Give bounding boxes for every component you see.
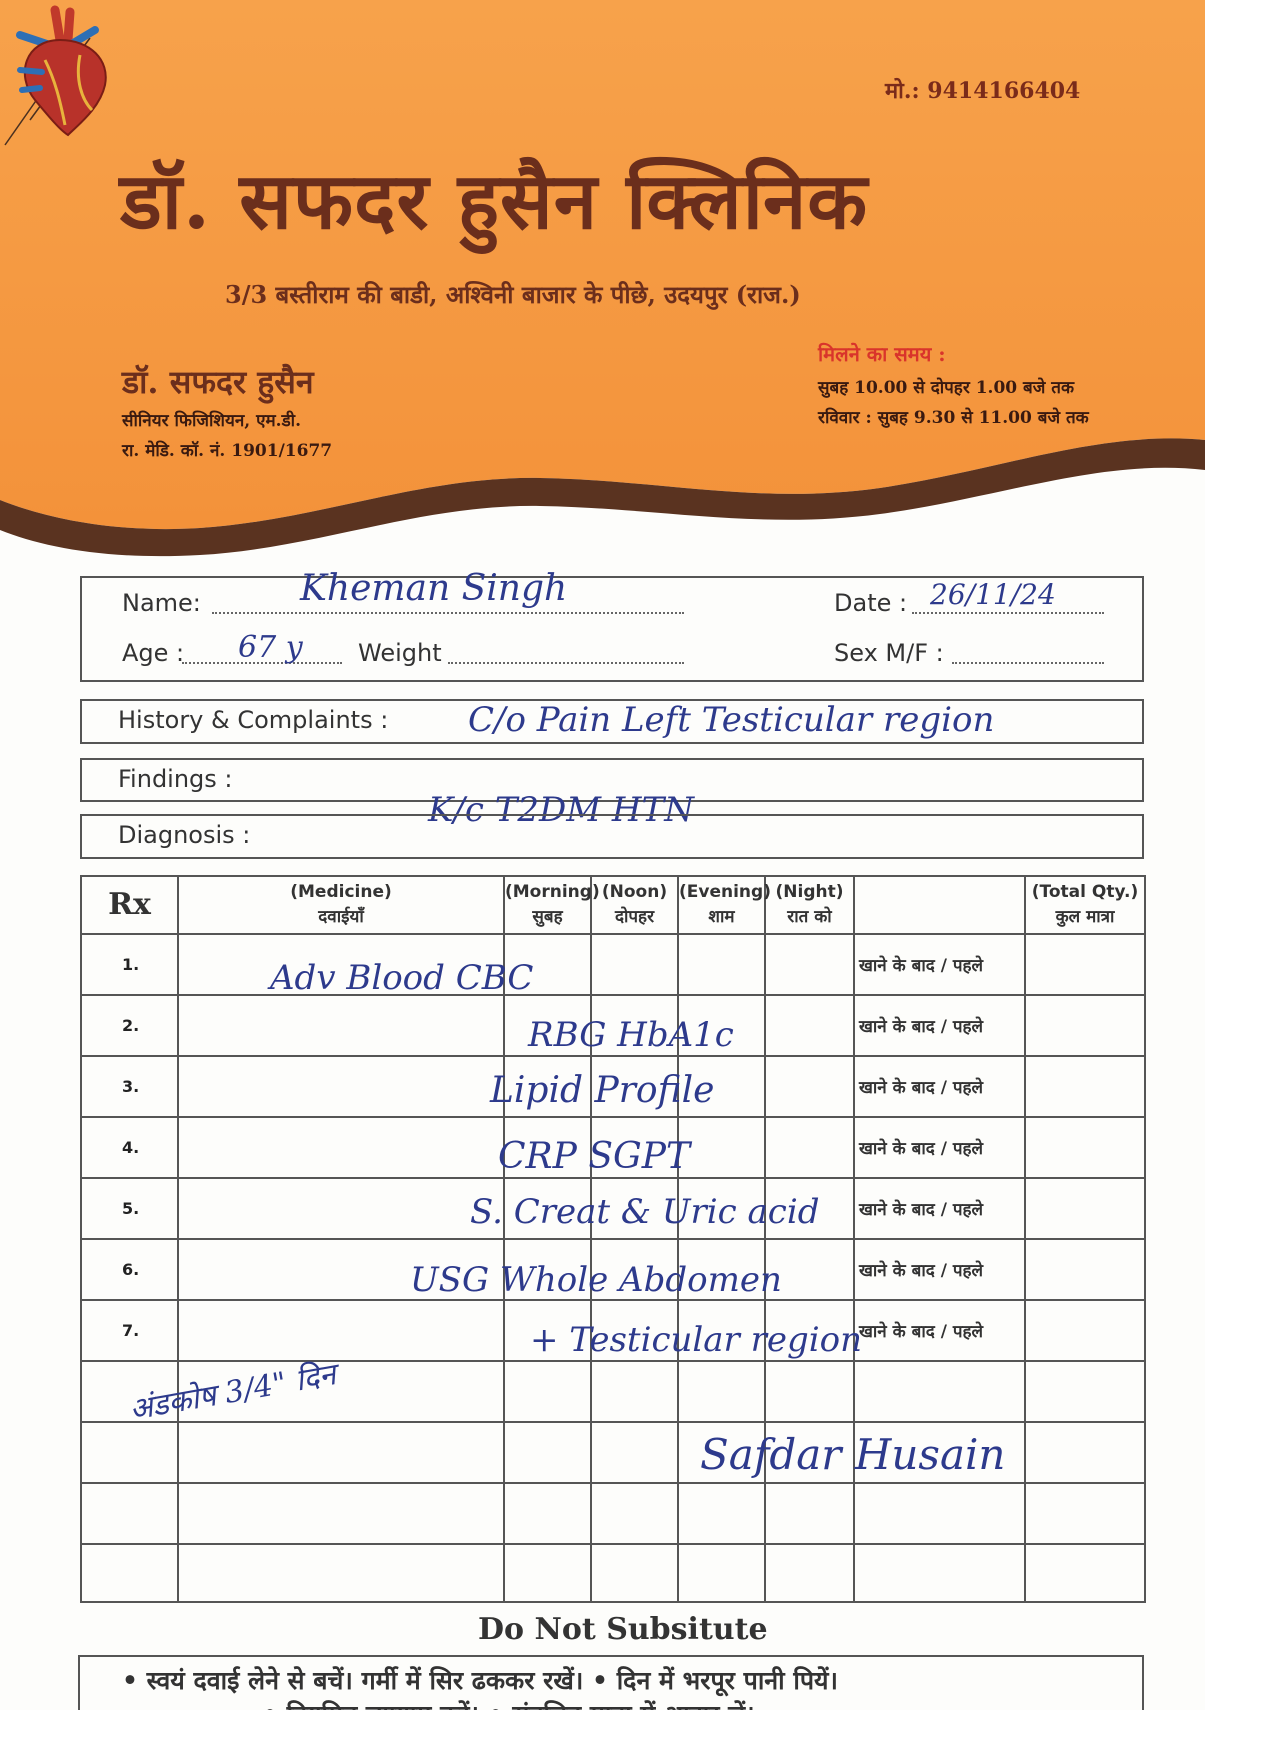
table-row: [81, 1483, 1145, 1544]
food-timing: खाने के बाद / पहले: [854, 1056, 1025, 1117]
sex-field[interactable]: [952, 662, 1104, 664]
doctor-signature: Safdar Husain: [700, 1430, 1006, 1479]
evening-header: (Evening) शाम: [678, 876, 765, 934]
mobile-number: मो.: 9414166404: [885, 78, 1081, 104]
table-row: [81, 1544, 1145, 1602]
date-field[interactable]: [912, 612, 1104, 614]
table-row: 2. खाने के बाद / पहले: [81, 995, 1145, 1056]
handwritten-item-7: + Testicular region: [530, 1320, 862, 1360]
food-timing: खाने के बाद / पहले: [854, 1300, 1025, 1361]
patient-name-value: Kheman Singh: [300, 568, 568, 609]
weight-label: Weight: [358, 639, 442, 667]
age-label: Age :: [122, 639, 185, 667]
date-value: 26/11/24: [930, 578, 1056, 611]
sex-label: Sex M/F :: [834, 639, 944, 667]
name-field[interactable]: [212, 612, 684, 614]
food-timing: खाने के बाद / पहले: [854, 995, 1025, 1056]
table-row: 5. खाने के बाद / पहले: [81, 1178, 1145, 1239]
weight-field[interactable]: [448, 662, 684, 664]
timing-weekday: सुबह 10.00 से दोपहर 1.00 बजे तक: [818, 378, 1074, 398]
clinic-address: 3/3 बस्तीराम की बाडी, अश्विनी बाजार के पीछे, उदयपुर (राज.): [225, 280, 801, 309]
clinic-header: [0, 0, 1205, 560]
findings-label: Findings :: [118, 765, 233, 793]
timing-heading: मिलने का समय :: [818, 342, 946, 366]
age-value: 67 y: [238, 630, 303, 665]
rx-header-row: [81, 876, 1145, 934]
findings-value: K/c T2DM HTN: [428, 790, 694, 830]
total-qty-header: (Total Qty.) कुल मात्रा: [1025, 876, 1145, 934]
medicine-header: (Medicine) दवाईयाँ: [178, 876, 504, 934]
food-timing: खाने के बाद / पहले: [854, 1239, 1025, 1300]
timing-sunday: रविवार : सुबह 9.30 से 11.00 बजे तक: [818, 408, 1089, 428]
doctor-qualification: सीनियर फिजिशियन, एम.डी.: [122, 411, 301, 431]
rx-symbol: Rx: [81, 876, 178, 934]
handwritten-item-5: S. Creat & Uric acid: [470, 1192, 820, 1232]
table-row: 4. खाने के बाद / पहले: [81, 1117, 1145, 1178]
history-label: History & Complaints :: [118, 706, 389, 734]
table-row: 3. खाने के बाद / पहले: [81, 1056, 1145, 1117]
table-row: 7. खाने के बाद / पहले: [81, 1300, 1145, 1361]
handwritten-item-2: RBG HbA1c: [528, 1015, 734, 1055]
handwritten-item-1: Adv Blood CBC: [270, 958, 534, 998]
food-timing: खाने के बाद / पहले: [854, 1117, 1025, 1178]
advice-line-1: • स्वयं दवाई लेने से बचें। गर्मी में सिर ढककर रखें। • दिन में भरपूर पानी पियें।: [122, 1666, 838, 1695]
handwritten-item-4: CRP SGPT: [498, 1136, 690, 1177]
rx-table: [80, 875, 1146, 1603]
table-row: 6. खाने के बाद / पहले: [81, 1239, 1145, 1300]
night-header: (Night) रात को: [765, 876, 854, 934]
doctor-name: डॉ. सफदर हुसैन: [122, 363, 314, 401]
do-not-substitute: Do Not Subsitute: [478, 1612, 768, 1647]
handwritten-item-3: Lipid Profile: [490, 1070, 715, 1111]
name-label: Name:: [122, 589, 201, 617]
diagnosis-label: Diagnosis :: [118, 821, 251, 849]
food-timing-header: [854, 876, 1025, 934]
food-timing: खाने के बाद / पहले: [854, 1178, 1025, 1239]
heart-logo-icon: [0, 0, 120, 140]
scan-margin: [0, 1710, 1264, 1753]
doctor-registration: रा. मेडि. कॉ. नं. 1901/1677: [122, 441, 333, 461]
clinic-name: डॉ. सफदर हुसैन क्लिनिक: [120, 156, 869, 247]
morning-header: (Morning) सुबह: [504, 876, 591, 934]
date-label: Date :: [834, 589, 908, 617]
food-timing: खाने के बाद / पहले: [854, 934, 1025, 995]
table-row: 1. खाने के बाद / पहले: [81, 934, 1145, 995]
history-value: C/o Pain Left Testicular region: [468, 700, 995, 740]
noon-header: (Noon) दोपहर: [591, 876, 678, 934]
handwritten-extra-note: अंडकोष 3/4" दिन: [126, 1357, 339, 1428]
handwritten-item-6: USG Whole Abdomen: [410, 1260, 782, 1300]
